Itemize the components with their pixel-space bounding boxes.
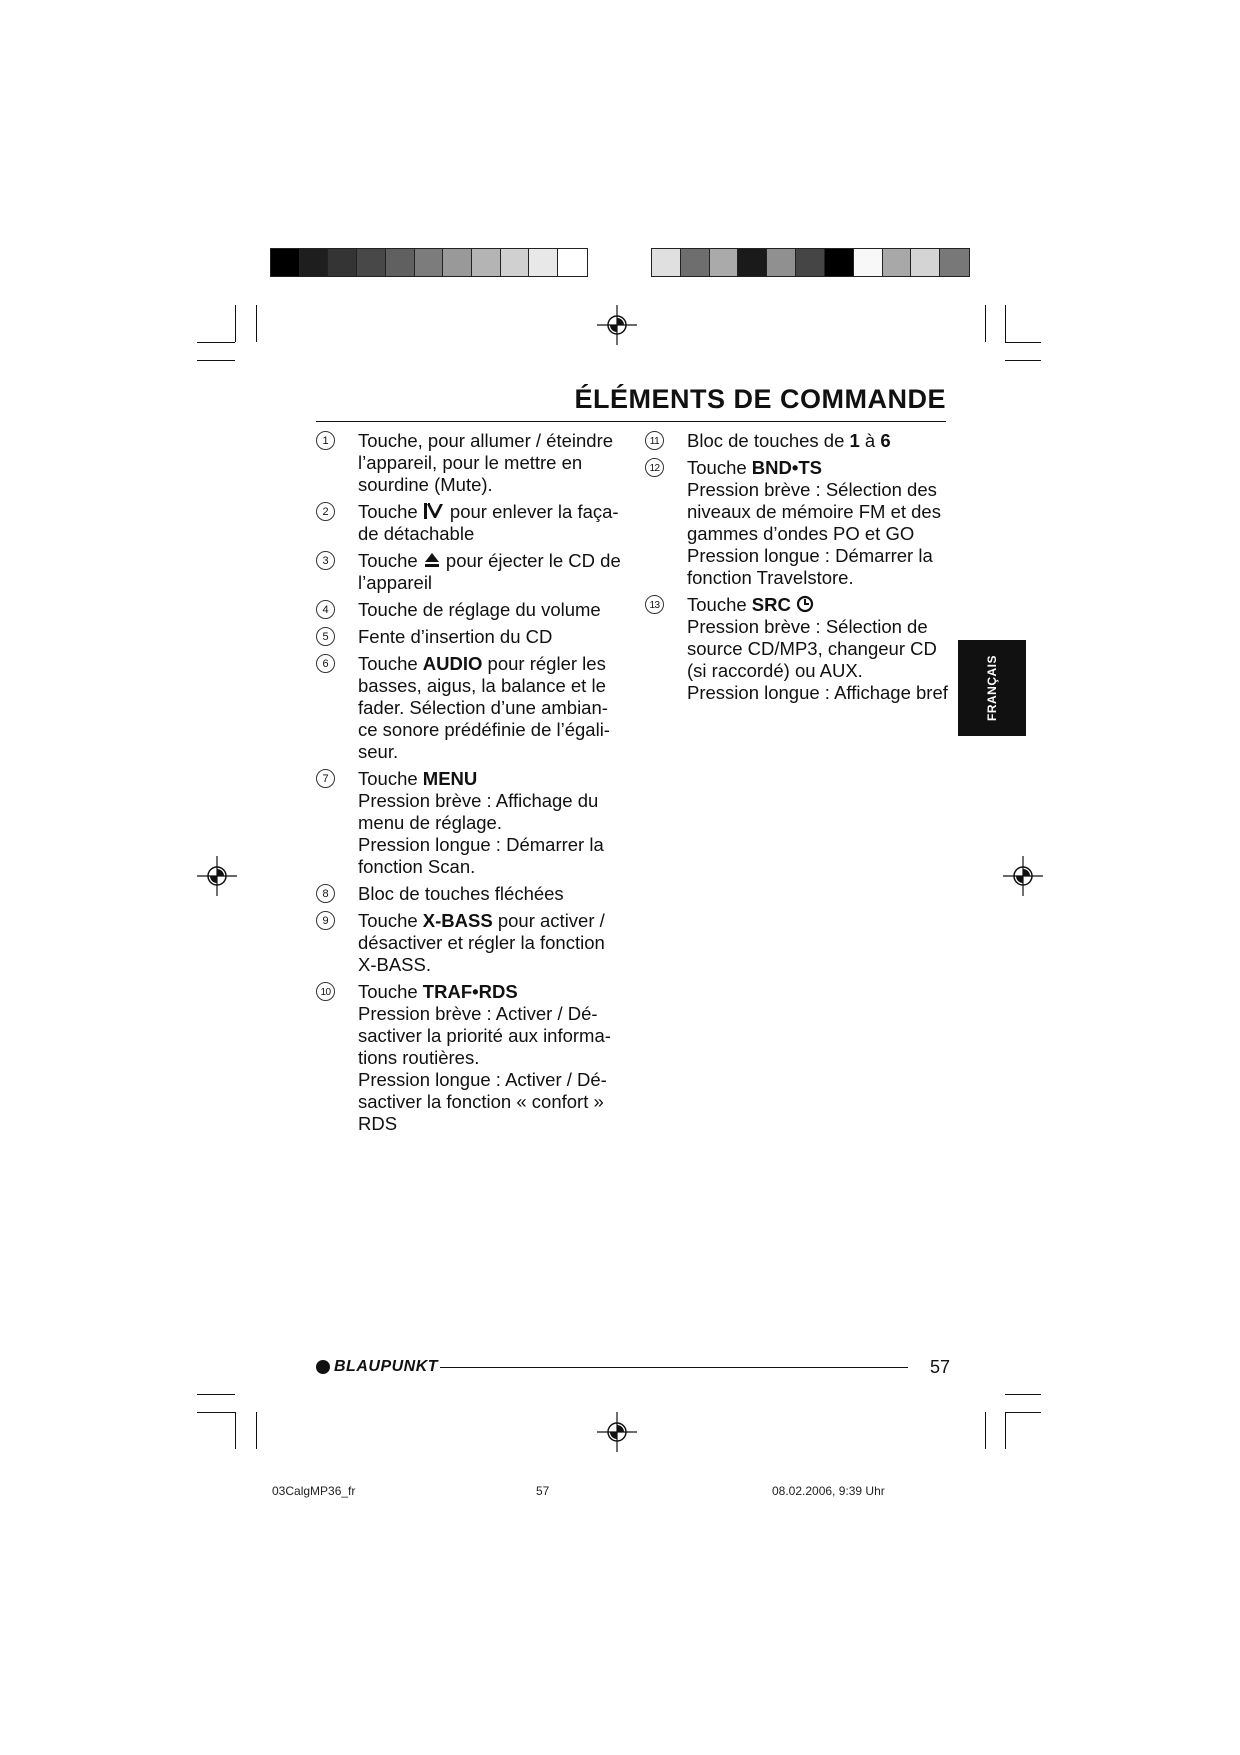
item-number: 12 xyxy=(645,458,664,477)
text-line: fonction Travelstore. xyxy=(687,567,854,588)
item-number: 3 xyxy=(316,551,335,570)
item-text xyxy=(687,594,955,704)
text-line: Pression longue : Affichage bref xyxy=(687,682,948,703)
item-text xyxy=(358,599,638,621)
text-line: désactiver et régler la fonction xyxy=(358,932,605,953)
language-tab-label: FRANÇAIS xyxy=(985,655,999,721)
color-swatch xyxy=(443,249,472,276)
item-number: 10 xyxy=(316,982,335,1001)
text-line: gammes d’ondes PO et GO xyxy=(687,523,915,544)
color-swatch xyxy=(386,249,415,276)
list-item xyxy=(316,981,638,1135)
crop-mark xyxy=(985,1412,986,1449)
item-number: 5 xyxy=(316,627,335,646)
text-line: Touche MENU xyxy=(358,768,478,789)
color-swatch xyxy=(681,249,710,276)
text-line: Touche SRC xyxy=(687,594,955,616)
text-line: l’appareil, pour le mettre en xyxy=(358,452,583,473)
color-swatch xyxy=(529,249,558,276)
text-line: fonction Scan. xyxy=(358,856,476,877)
text-line: fader. Sélection d’une ambian- xyxy=(358,697,608,718)
text-line: Pression longue : Démarrer la xyxy=(687,545,933,566)
brand-name: BLAUPUNKT xyxy=(334,1358,439,1375)
color-swatch xyxy=(825,249,854,276)
list-item xyxy=(316,768,638,878)
text-line: l’appareil xyxy=(358,572,433,593)
button-name: AUDIO xyxy=(422,653,483,674)
list-item xyxy=(316,430,638,496)
item-text xyxy=(358,981,638,1135)
item-number: 4 xyxy=(316,600,335,619)
color-swatch xyxy=(796,249,825,276)
color-swatch xyxy=(652,249,681,276)
item-number: 7 xyxy=(316,769,335,788)
text-line: Bloc de touches fléchées xyxy=(358,883,564,904)
item-number: 13 xyxy=(645,595,664,614)
registration-mark-icon xyxy=(597,305,637,345)
list-item xyxy=(645,457,955,589)
button-name: 6 xyxy=(880,430,891,451)
text-line: Touche, pour allumer / éteindre xyxy=(358,430,614,451)
color-swatch xyxy=(415,249,444,276)
page-number: 57 xyxy=(930,1357,951,1377)
item-text xyxy=(687,430,955,452)
text-line: tions routières. xyxy=(358,1047,480,1068)
text-line: seur. xyxy=(358,741,399,762)
crop-mark xyxy=(197,1412,235,1413)
crop-mark xyxy=(1005,1394,1041,1395)
registration-mark-icon xyxy=(1003,856,1043,896)
text-line: Pression brève : Affichage du xyxy=(358,790,599,811)
text-line: niveaux de mémoire FM et des xyxy=(687,501,941,522)
button-name: TRAF•RDS xyxy=(422,981,518,1002)
text-line: Touche AUDIO pour régler les xyxy=(358,653,606,674)
list-item xyxy=(316,653,638,763)
text-line: de détachable xyxy=(358,523,475,544)
text-line: source CD/MP3, changeur CD xyxy=(687,638,937,659)
crop-mark xyxy=(197,342,235,343)
item-text xyxy=(358,768,638,878)
crop-mark xyxy=(256,1412,257,1449)
text-line: Pression brève : Sélection des xyxy=(687,479,937,500)
item-text xyxy=(358,653,638,763)
item-number: 2 xyxy=(316,502,335,521)
list-item xyxy=(316,910,638,976)
text-line: RDS xyxy=(358,1113,398,1134)
list-item xyxy=(645,430,955,452)
registration-mark-icon xyxy=(597,1412,637,1452)
text-line: (si raccordé) ou AUX. xyxy=(687,660,863,681)
item-number: 1 xyxy=(316,431,335,450)
footer-rule xyxy=(440,1367,908,1368)
print-page-number: 57 xyxy=(536,1484,550,1498)
list-item xyxy=(316,626,638,648)
item-number: 6 xyxy=(316,654,335,673)
item-number: 11 xyxy=(645,431,664,450)
text-line: Pression longue : Démarrer la xyxy=(358,834,604,855)
color-swatch xyxy=(854,249,883,276)
color-swatch xyxy=(357,249,386,276)
list-item xyxy=(316,550,638,594)
color-swatch xyxy=(710,249,739,276)
button-name: 1 xyxy=(849,430,860,451)
crop-mark xyxy=(235,305,236,342)
crop-mark xyxy=(197,360,235,361)
list-item xyxy=(316,501,638,545)
print-datetime: 08.02.2006, 9:39 Uhr xyxy=(772,1484,885,1498)
color-swatch xyxy=(883,249,912,276)
item-number: 8 xyxy=(316,884,335,903)
item-number: 9 xyxy=(316,911,335,930)
text-line: Touche de réglage du volume xyxy=(358,599,601,620)
item-text xyxy=(358,430,638,496)
crop-mark xyxy=(256,305,257,342)
text-line: X-BASS. xyxy=(358,954,431,975)
print-file-name: 03CalgMP36_fr xyxy=(272,1484,356,1498)
text-line: sourdine (Mute). xyxy=(358,474,493,495)
eject-icon xyxy=(423,550,441,571)
color-swatch xyxy=(558,249,587,276)
color-swatch xyxy=(767,249,796,276)
brand-logo xyxy=(316,1358,438,1376)
crop-mark xyxy=(1005,305,1006,342)
text-line: Pression brève : Sélection de xyxy=(687,616,928,637)
color-swatch xyxy=(328,249,357,276)
crop-mark xyxy=(197,1394,235,1395)
text-line: Touche TRAF•RDS xyxy=(358,981,518,1002)
color-swatch xyxy=(472,249,501,276)
crop-mark xyxy=(1005,1412,1041,1413)
item-text xyxy=(358,910,638,976)
button-name: BND•TS xyxy=(751,457,822,478)
item-text xyxy=(358,550,638,594)
language-tab xyxy=(958,640,1026,736)
right-column xyxy=(645,430,955,709)
registration-mark-icon xyxy=(197,856,237,896)
item-text xyxy=(687,457,955,589)
text-line: Touche pour enlever la faça- xyxy=(358,501,619,522)
page-title: ÉLÉMENTS DE COMMANDE xyxy=(574,384,946,414)
text-line: sactiver la priorité aux informa- xyxy=(358,1025,611,1046)
left-column xyxy=(316,430,638,1140)
text-line: Bloc de touches de 1 à 6 xyxy=(687,430,891,451)
color-swatch xyxy=(300,249,329,276)
button-name: SRC xyxy=(751,594,791,615)
color-swatch xyxy=(738,249,767,276)
crop-mark xyxy=(235,1412,236,1449)
list-item xyxy=(316,883,638,905)
item-text xyxy=(358,883,638,905)
left-color-bar xyxy=(270,248,588,277)
button-name: MENU xyxy=(422,768,478,789)
text-line: ce sonore prédéfinie de l’égali- xyxy=(358,719,610,740)
list-item xyxy=(316,599,638,621)
text-line: sactiver la fonction « confort » xyxy=(358,1091,604,1112)
detach-icon xyxy=(423,501,445,522)
clock-icon xyxy=(796,594,814,615)
crop-mark xyxy=(1005,360,1041,361)
button-name: X-BASS xyxy=(422,910,493,931)
text-line: menu de réglage. xyxy=(358,812,502,833)
text-line: Pression longue : Activer / Dé- xyxy=(358,1069,607,1090)
crop-mark xyxy=(1005,1412,1006,1449)
text-line: Fente d’insertion du CD xyxy=(358,626,553,647)
item-text xyxy=(358,626,638,648)
text-line: Touche pour éjecter le CD de xyxy=(358,550,621,571)
text-line: Touche X-BASS pour activer / xyxy=(358,910,605,931)
text-line: Touche BND•TS xyxy=(687,457,822,478)
right-color-bar xyxy=(651,248,970,277)
text-line: Pression brève : Activer / Dé- xyxy=(358,1003,598,1024)
text-line: basses, aigus, la balance et le xyxy=(358,675,606,696)
item-text xyxy=(358,501,638,545)
logo-dot-icon xyxy=(316,1360,330,1374)
color-swatch xyxy=(501,249,530,276)
crop-mark xyxy=(1005,342,1041,343)
list-item xyxy=(645,594,955,704)
title-rule xyxy=(316,421,946,422)
color-swatch xyxy=(271,249,300,276)
crop-mark xyxy=(985,305,986,342)
color-swatch xyxy=(940,249,969,276)
color-swatch xyxy=(911,249,940,276)
